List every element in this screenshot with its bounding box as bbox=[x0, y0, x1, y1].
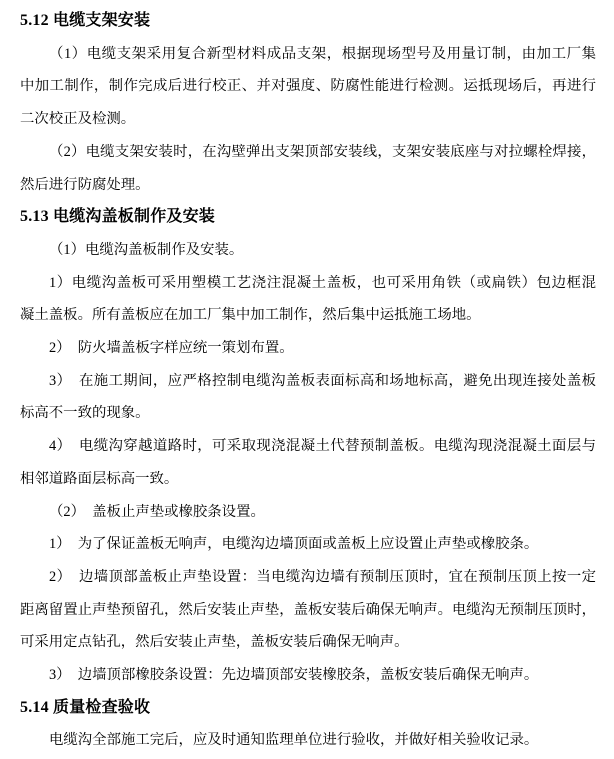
heading-text-line: 5.14 质量检查验收 bbox=[20, 698, 151, 716]
para-5-12-2 bbox=[20, 136, 596, 201]
paragraph-text-line: 距离留置止声垫预留孔，然后安装止声垫，盖板安装后确保无响声。电缆沟无预制压顶时， bbox=[20, 601, 596, 618]
paragraph-text-line: 凝土盖板。所有盖板应在加工厂集中加工制作，然后集中运抵施工场地。 bbox=[20, 307, 481, 324]
para-5-13-2-item-2 bbox=[20, 561, 596, 659]
paragraph-text-line: 4） 电缆沟穿越道路时，可采取现浇混凝土代替预制盖板。电缆沟现浇混凝土面层与 bbox=[49, 438, 596, 455]
paragraph-text-line: 3） 边墙顶部橡胶条设置：先边墙顶部安装橡胶条，盖板安装后确保无响声。 bbox=[49, 667, 539, 684]
paragraph-text-line: 电缆沟全部施工完后，应及时通知监理单位进行验收，并做好相关验收记录。 bbox=[49, 732, 539, 749]
para-5-14-1 bbox=[20, 724, 596, 757]
paragraph-text-line: 1） 为了保证盖板无响声，电缆沟边墙顶面或盖板上应设置止声垫或橡胶条。 bbox=[49, 536, 539, 553]
section-heading-5-13 bbox=[20, 201, 596, 234]
paragraph-text-line: 中加工制作，制作完成后进行校正、并对强度、防腐性能进行检测。运抵现场后，再进行 bbox=[20, 78, 596, 95]
paragraph-text-line: （2） 盖板止声垫或橡胶条设置。 bbox=[49, 503, 265, 520]
section-heading-5-12 bbox=[20, 5, 596, 38]
paragraph-text-line: 2） 边墙顶部盖板止声垫设置：当电缆沟边墙有预制压顶时，宜在预制压顶上按一定 bbox=[49, 568, 596, 585]
para-5-13-1-item-3 bbox=[20, 365, 596, 430]
paragraph-text-line: 相邻道路面层标高一致。 bbox=[20, 470, 179, 487]
paragraph-text-line: 1）电缆沟盖板可采用塑模工艺浇注混凝土盖板，也可采用角铁（或扁铁）包边框混 bbox=[49, 274, 596, 291]
para-5-13-2-item-1 bbox=[20, 528, 596, 561]
paragraph-text-line: 2） 防火墙盖板字样应统一策划布置。 bbox=[49, 340, 294, 357]
para-5-12-1 bbox=[20, 38, 596, 136]
heading-text-line: 5.12 电缆支架安装 bbox=[20, 12, 151, 29]
paragraph-text-line: 然后进行防腐处理。 bbox=[20, 176, 150, 193]
para-5-13-1-item-4 bbox=[20, 430, 596, 495]
paragraph-text-line: 二次校正及检测。 bbox=[20, 111, 136, 128]
paragraph-text-line: 标高不一致的现象。 bbox=[20, 405, 150, 422]
para-5-13-1-item-2 bbox=[20, 332, 596, 365]
paragraph-text-line: （1）电缆支架采用复合新型材料成品支架，根据现场型号及用量订制，由加工厂集 bbox=[49, 45, 596, 62]
para-5-13-2 bbox=[20, 496, 596, 529]
paragraph-text-line: 3） 在施工期间，应严格控制电缆沟盖板表面标高和场地标高，避免出现连接处盖板 bbox=[49, 372, 596, 389]
heading-text-line: 5.13 电缆沟盖板制作及安装 bbox=[20, 208, 216, 226]
para-5-13-1-item-1 bbox=[20, 267, 596, 332]
paragraph-text-line: 可采用定点钻孔，然后安装止声垫，盖板安装后确保无响声。 bbox=[20, 634, 409, 651]
paragraph-text-line: （1）电缆沟盖板制作及安装。 bbox=[49, 241, 244, 258]
section-heading-5-14 bbox=[20, 692, 596, 725]
para-5-13-1 bbox=[20, 234, 596, 267]
para-5-13-2-item-3 bbox=[20, 659, 596, 692]
paragraph-text-line: （2）电缆支架安装时，在沟壁弹出支架顶部安装线，支架安装底座与对拉螺栓焊接， bbox=[49, 143, 596, 160]
